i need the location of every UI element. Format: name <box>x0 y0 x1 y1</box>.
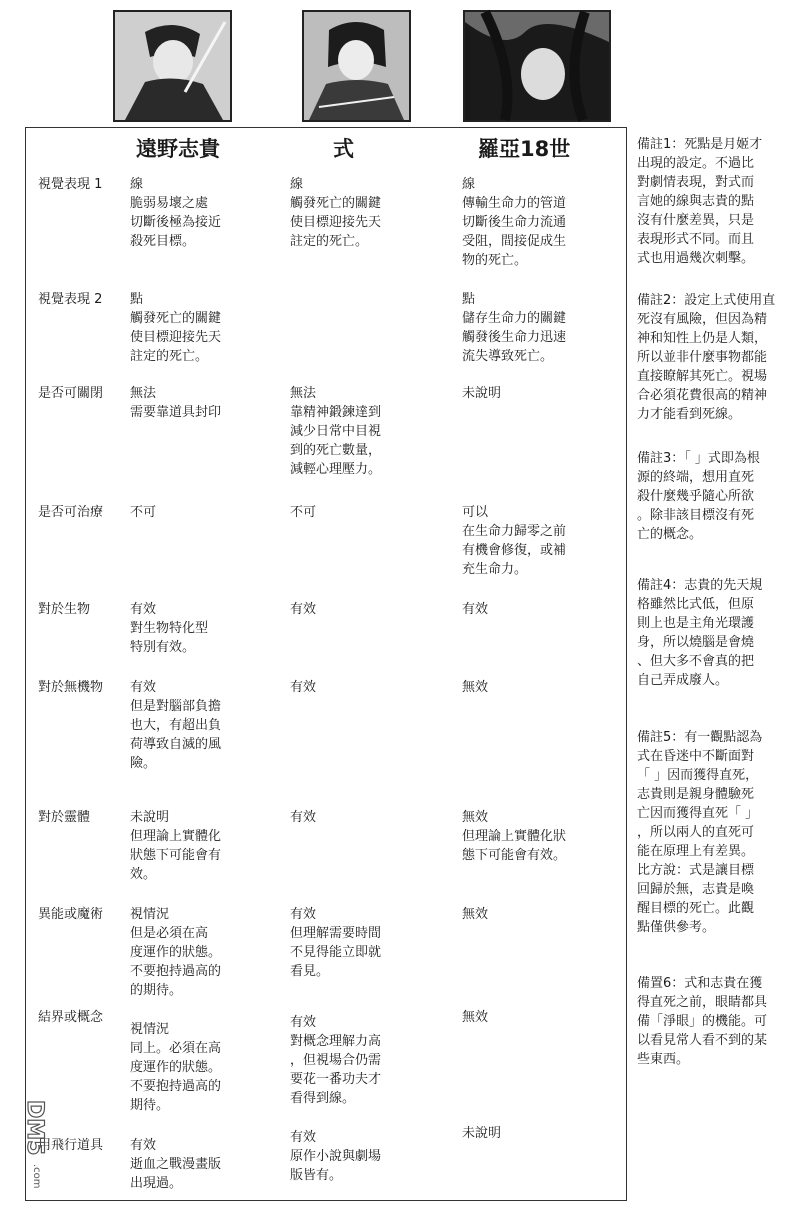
note-6 <box>637 974 797 1069</box>
row-label: 對於靈體 <box>38 810 91 825</box>
svg-text:.com: .com <box>31 1164 42 1189</box>
row-label: 視覺表現 2 <box>38 292 103 307</box>
row-label: 用飛行道具 <box>38 1138 104 1153</box>
note-5 <box>637 728 797 937</box>
cell-roa: 點 儲存生命力的關鍵 觸發後生命力迅速 流失導致死亡。 <box>462 292 567 364</box>
row-label: 異能或魔術 <box>38 907 104 922</box>
note-1 <box>637 135 797 268</box>
cell-roa: 無效 <box>462 1010 489 1025</box>
note-4 <box>637 576 797 690</box>
row-label: 對於生物 <box>38 602 91 617</box>
row-label: 是否可關閉 <box>38 386 104 401</box>
cell-shiki-ryougi: 有效 <box>290 680 317 695</box>
header-shiki-tohno: 遠野志貴 <box>136 137 220 161</box>
cell-shiki-ryougi: 線 觸發死亡的關鍵 使目標迎接先天 註定的死亡。 <box>290 177 382 249</box>
header-shiki-ryougi: 式 <box>333 137 354 161</box>
note-text: 備註1：死點是月姬才 出現的設定。不過比 對劇情表現，對式而 言她的線與志貴的點 沒有什麼差異，只是 表現形式不同。而且 式也用過幾次刺擊。 <box>637 137 763 266</box>
note-text: 備註5：有一觀點認為 式在昏迷中不斷面對 「 」因而獲得直死， 志貴則是親身體驗死 亡因而獲得直死「 」 ，所以兩人的直死可 能在原理上有差異。 比方說：式是讓目標 回歸於無，志貴是喚 醒目標的死亡。此觀 點僅供參考。 <box>637 730 763 935</box>
svg-text:DM5: DM5 <box>22 1100 47 1156</box>
note-2 <box>637 291 797 424</box>
cell-shiki-tohno: 有效 逝血之戰漫畫版 出現過。 <box>130 1138 222 1191</box>
cell-shiki-ryougi: 有效 <box>290 810 317 825</box>
shiki-ryougi-portrait <box>302 10 411 122</box>
cell-roa: 無效 <box>462 680 489 695</box>
cell-shiki-tohno: 無法 需要靠道具封印 <box>130 386 222 420</box>
cell-shiki-tohno: 未說明 但理論上實體化 狀態下可能會有 效。 <box>130 810 222 882</box>
cell-shiki-ryougi: 有效 <box>290 602 317 617</box>
cell-shiki-ryougi: 有效 但理解需要時間 不見得能立即就 看見。 <box>290 907 382 979</box>
cell-shiki-tohno: 有效 對生物特化型 特別有效。 <box>130 602 209 655</box>
cell-roa: 可以 在生命力歸零之前 有機會修復，或補 充生命力。 <box>462 505 567 577</box>
cell-shiki-ryougi: 有效 原作小說與劇場 版皆有。 <box>290 1130 382 1183</box>
row-label: 結界或概念 <box>38 1010 104 1025</box>
note-text: 備註4：志貴的先天規 格雖然比式低，但原 則上也是主角光環護 身，所以燒腦是會燒 、但大多不會真的把 自己弄成廢人。 <box>637 578 763 688</box>
note-3 <box>637 449 797 544</box>
cell-shiki-tohno: 線 脆弱易壞之處 切斷後極為接近 殺死目標。 <box>130 177 222 249</box>
cell-shiki-tohno: 視情況 但是必須在高 度運作的狀態。 不要抱持過高的 的期待。 <box>130 907 222 998</box>
cell-shiki-ryougi: 有效 對概念理解力高 ，但視場合仍需 要花一番功夫才 看得到線。 <box>290 1015 382 1106</box>
cell-roa: 無效 <box>462 907 489 922</box>
roa-portrait <box>463 10 611 122</box>
cell-roa: 未說明 <box>462 386 502 401</box>
header-roa: 羅亞18世 <box>478 137 571 161</box>
cell-shiki-tohno: 不可 <box>130 505 157 520</box>
cell-shiki-tohno: 視情況 同上。必須在高 度運作的狀態。 不要抱持過高的 期待。 <box>130 1022 222 1113</box>
note-text: 備註2：設定上式使用直 死沒有風險，但因為精 神和知性上仍是人類， 所以並非什麼事物都能 直接瞭解其死亡。視場 合必須花費很高的精神 力才能看到死線。 <box>637 293 776 422</box>
cell-roa: 有效 <box>462 602 489 617</box>
note-text: 備置6：式和志貴在獲 得直死之前，眼睛都具 備「淨眼」的機能。可 以看見常人看不到的某 些東西。 <box>637 976 768 1067</box>
cell-roa: 線 傳輸生命力的管道 切斷後生命力流通 受阻，間接促成生 物的死亡。 <box>462 177 567 268</box>
note-text: 備註3：「 」式即為根 源的終端，想用直死 殺什麼幾乎隨心所欲 。除非該目標沒有死 亡的概念。 <box>637 451 760 542</box>
row-label: 是否可治療 <box>38 505 104 520</box>
cell-shiki-ryougi: 不可 <box>290 505 317 520</box>
cell-shiki-ryougi: 無法 靠精神鍛鍊達到 減少日常中目視 到的死亡數量， 減輕心理壓力。 <box>290 386 382 477</box>
row-label: 視覺表現 1 <box>38 177 103 192</box>
cell-roa: 無效 但理論上實體化狀 態下可能會有效。 <box>462 810 567 863</box>
dm5-watermark-logo <box>4 1098 47 1198</box>
cell-shiki-tohno: 有效 但是對腦部負擔 也大，有超出負 荷導致自滅的風 險。 <box>130 680 222 771</box>
shiki-tohno-portrait <box>113 10 232 122</box>
cell-shiki-tohno: 點 觸發死亡的關鍵 使目標迎接先天 註定的死亡。 <box>130 292 222 364</box>
row-label: 對於無機物 <box>38 680 104 695</box>
cell-roa: 未說明 <box>462 1126 502 1141</box>
